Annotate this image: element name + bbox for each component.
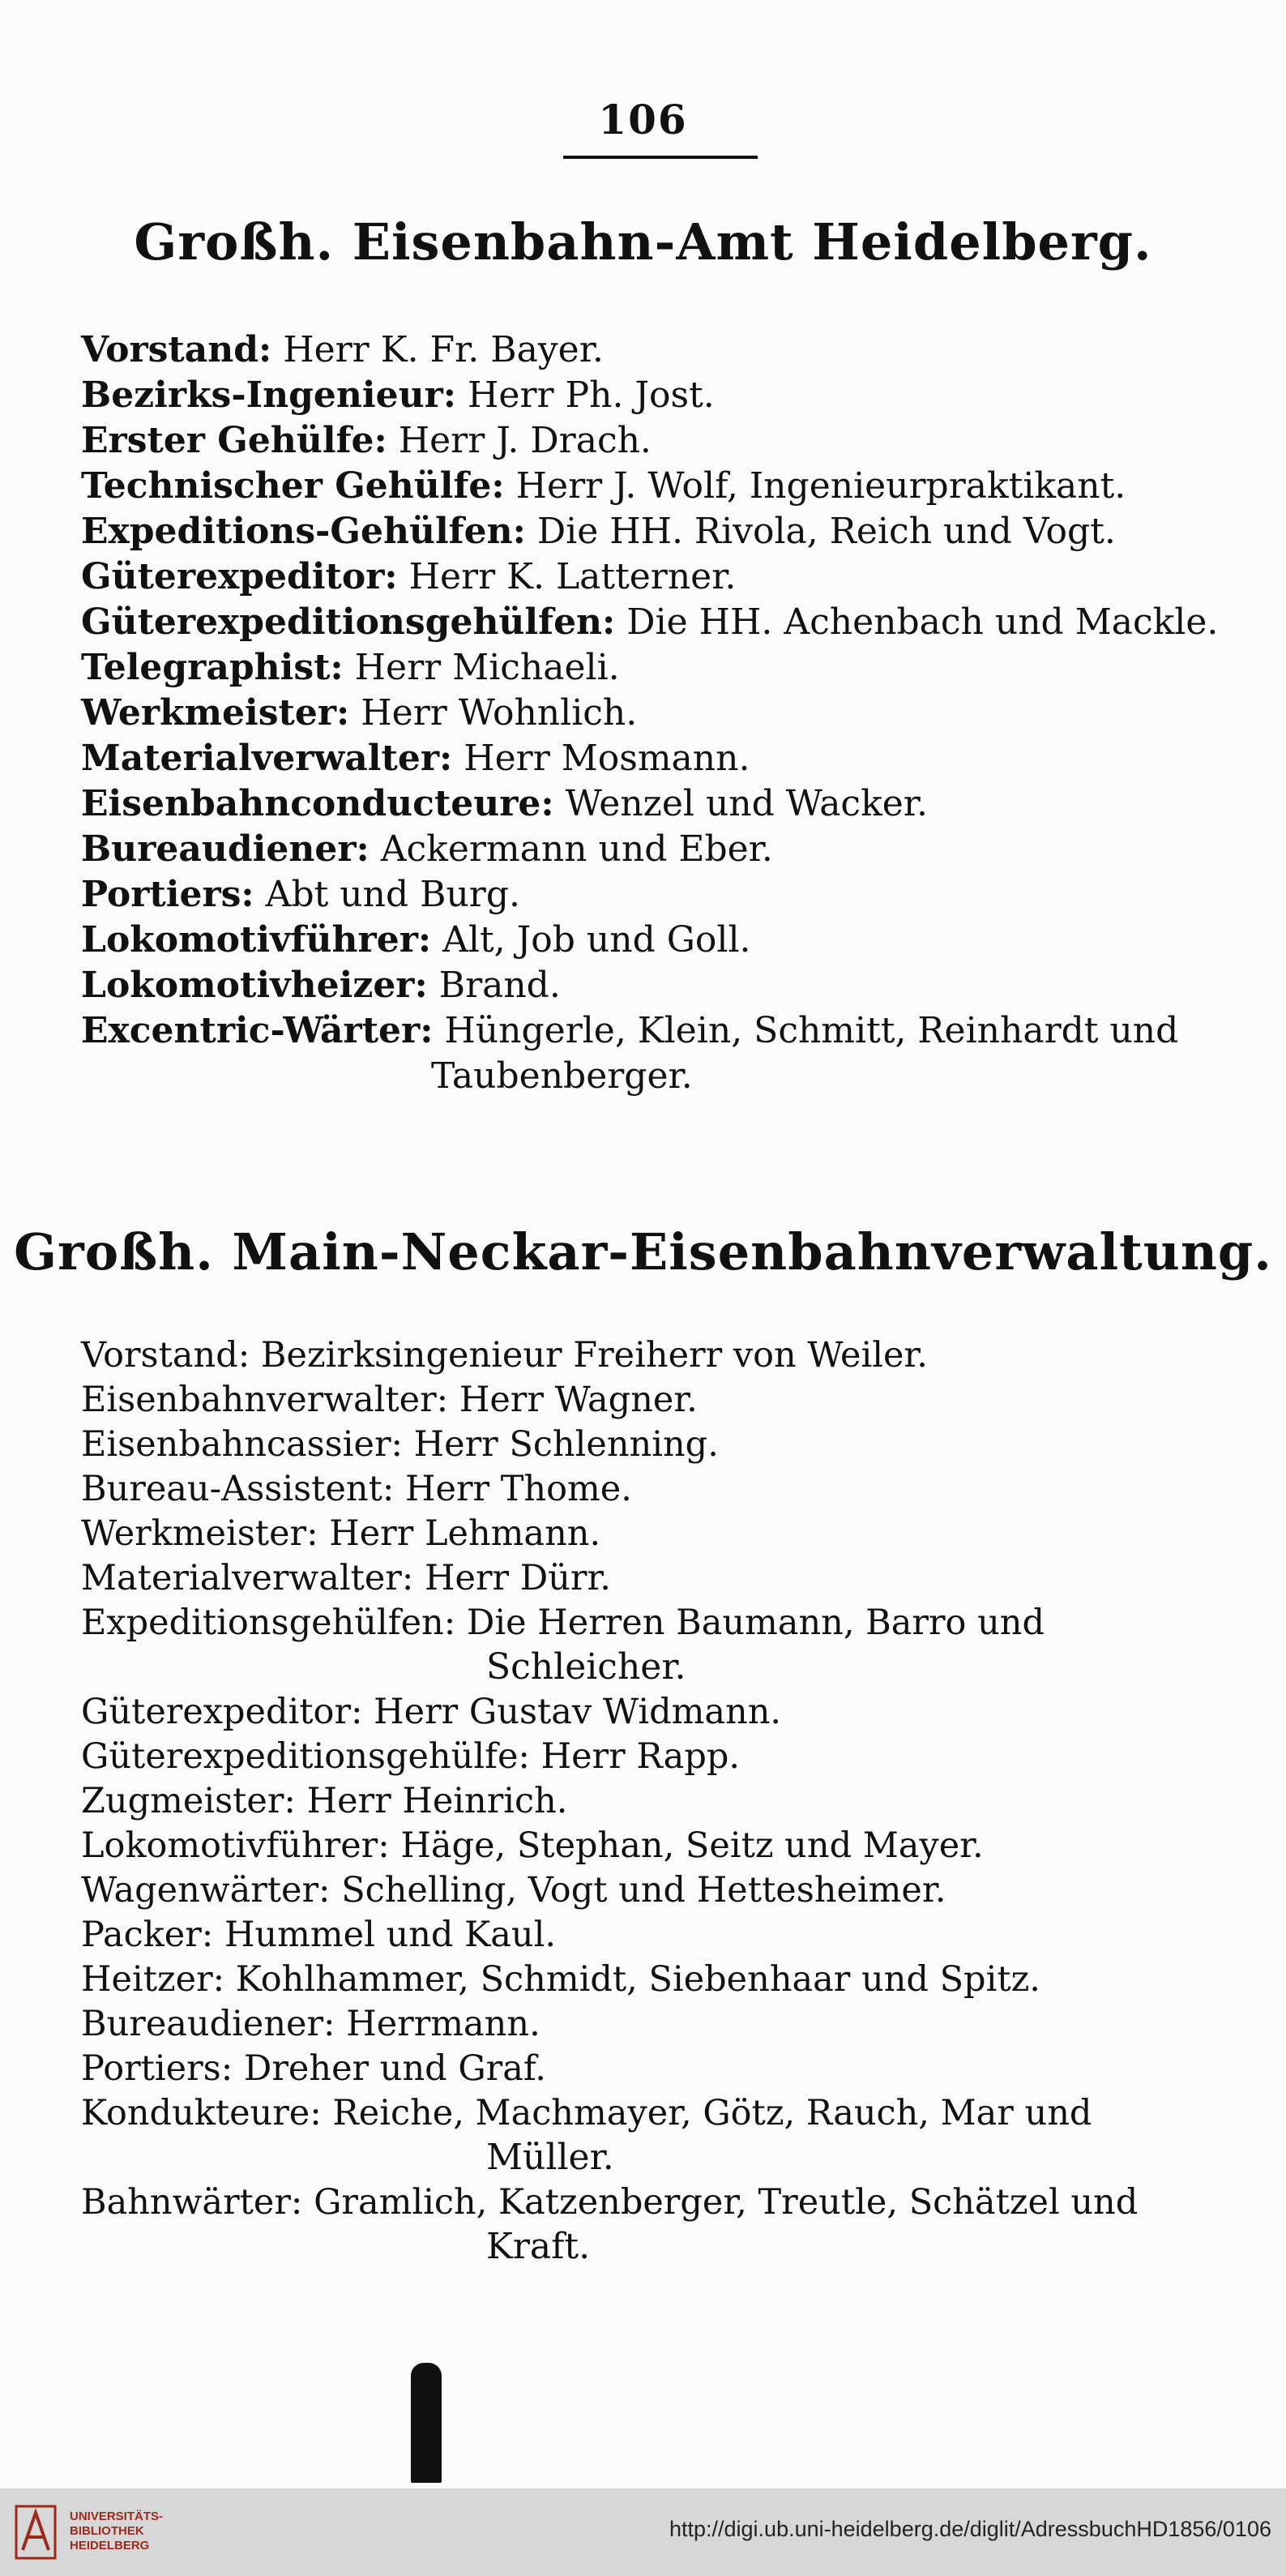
entry-label: Güterexpeditor: bbox=[81, 1692, 363, 1732]
entry-continuation: Schleicher. bbox=[486, 1646, 686, 1688]
directory-entry bbox=[81, 2178, 1199, 2227]
entry-label: Portiers: bbox=[81, 2048, 233, 2089]
directory-entry bbox=[81, 417, 1199, 465]
entry-text: Herr Rapp. bbox=[540, 1736, 741, 1777]
directory-entry bbox=[81, 1955, 1199, 2004]
entry-text: Die HH. Rivola, Reich und Vogt. bbox=[536, 511, 1116, 552]
directory-entry bbox=[81, 2044, 1199, 2093]
entry-text: Ackermann und Eber. bbox=[380, 828, 773, 870]
entry-label: Erster Gehülfe: bbox=[81, 420, 387, 461]
entry-label: Eisenbahncassier: bbox=[81, 1424, 403, 1465]
university-logo-icon bbox=[15, 2505, 57, 2560]
entry-label: Wagenwärter: bbox=[81, 1870, 331, 1911]
entry-label: Güterexpeditionsgehülfe: bbox=[81, 1736, 530, 1777]
entry-text: Gramlich, Katzenberger, Treutle, Schätzel und bbox=[314, 2182, 1139, 2223]
directory-entry bbox=[81, 2089, 1199, 2137]
entry-label: Packer: bbox=[81, 1915, 214, 1955]
entry-label: Lokomotivführer: bbox=[81, 919, 432, 961]
entry-text: Herr Lehmann. bbox=[329, 1513, 601, 1554]
directory-entry bbox=[81, 326, 1199, 374]
entry-label: Bezirks-Ingenieur: bbox=[81, 374, 457, 416]
directory-entry bbox=[81, 553, 1199, 601]
entry-text: Häge, Stephan, Seitz und Mayer. bbox=[400, 1825, 984, 1866]
directory-entry bbox=[81, 1821, 1199, 1870]
directory-entry bbox=[81, 871, 1199, 919]
entry-label: Expeditions-Gehülfen: bbox=[81, 511, 526, 552]
entry-text: Herr Michaeli. bbox=[354, 647, 620, 688]
entry-label: Zugmeister: bbox=[81, 1781, 296, 1821]
entry-text: Die Herren Baumann, Barro und bbox=[466, 1603, 1045, 1643]
entry-text: Wenzel und Wacker. bbox=[565, 783, 928, 824]
directory-entry bbox=[81, 462, 1199, 511]
directory-entry bbox=[81, 825, 1199, 874]
entry-continuation: Taubenberger. bbox=[431, 1055, 693, 1097]
entry-label: Lokomotivführer: bbox=[81, 1825, 390, 1866]
entry-text: Herr J. Wolf, Ingenieurpraktikant. bbox=[515, 465, 1126, 507]
entry-label: Materialverwalter: bbox=[81, 1558, 414, 1598]
entry-text: Herr Thome. bbox=[405, 1469, 632, 1509]
entry-label: Bureau-Assistent: bbox=[81, 1469, 395, 1509]
entry-label: Werkmeister: bbox=[81, 1513, 318, 1554]
entry-text: Herr Ph. Jost. bbox=[468, 374, 715, 416]
institution-name: UNIVERSITÄTS- BIBLIOTHEK HEIDELBERG bbox=[70, 2510, 164, 2552]
entry-text: Bezirksingenieur Freiherr von Weiler. bbox=[260, 1335, 928, 1376]
entry-continuation: Müller. bbox=[486, 2137, 614, 2178]
page-number: 106 bbox=[598, 96, 688, 143]
directory-entry bbox=[81, 1866, 1199, 1915]
directory-entry bbox=[81, 1465, 1199, 1513]
directory-entry bbox=[81, 644, 1199, 692]
directory-entry bbox=[81, 734, 1199, 783]
directory-entry bbox=[81, 507, 1199, 556]
entry-text: Herr K. Latterner. bbox=[408, 556, 737, 597]
directory-entry bbox=[81, 1331, 1199, 1380]
entry-label: Heitzer: bbox=[81, 1959, 225, 2000]
entry-text: Hummel und Kaul. bbox=[224, 1915, 557, 1955]
permalink-url[interactable]: http://digi.ub.uni-heidelberg.de/diglit/AdressbuchHD1856/0106 bbox=[669, 2517, 1271, 2541]
entry-label: Werkmeister: bbox=[81, 692, 350, 734]
entry-label: Kondukteure: bbox=[81, 2093, 322, 2133]
entry-label: Güterexpeditor: bbox=[81, 556, 398, 597]
directory-entry bbox=[81, 780, 1199, 828]
entry-text: Herr J. Drach. bbox=[398, 420, 652, 461]
entry-label: Portiers: bbox=[81, 874, 254, 915]
entry-text: Herr Gustav Widmann. bbox=[374, 1692, 782, 1732]
entry-label: Expeditionsgehülfen: bbox=[81, 1603, 456, 1643]
entry-text: Abt und Burg. bbox=[265, 874, 520, 915]
directory-entry bbox=[81, 1688, 1199, 1736]
entry-text: Herr Wagner. bbox=[459, 1380, 698, 1420]
entry-label: Vorstand: bbox=[81, 1335, 250, 1376]
directory-entry bbox=[81, 1554, 1199, 1603]
entry-label: Bureaudiener: bbox=[81, 2004, 335, 2044]
entry-text: Die HH. Achenbach und Mackle. bbox=[626, 601, 1219, 643]
directory-entry bbox=[81, 1376, 1199, 1424]
entry-continuation: Kraft. bbox=[486, 2226, 591, 2267]
entry-label: Güterexpeditionsgehülfen: bbox=[81, 601, 616, 643]
directory-entry bbox=[81, 1732, 1199, 1781]
directory-entry bbox=[81, 916, 1199, 965]
entry-label: Lokomotivheizer: bbox=[81, 965, 428, 1006]
entry-text: Brand. bbox=[438, 965, 561, 1006]
entry-label: Materialverwalter: bbox=[81, 738, 453, 779]
directory-entry bbox=[81, 1007, 1199, 1055]
entry-text: Hüngerle, Klein, Schmitt, Reinhardt und bbox=[444, 1010, 1179, 1051]
directory-entry bbox=[81, 1420, 1199, 1469]
entry-label: Eisenbahnconducteure: bbox=[81, 783, 554, 824]
directory-entry bbox=[81, 598, 1219, 647]
entry-label: Technischer Gehülfe: bbox=[81, 465, 505, 507]
entry-text: Alt, Job und Goll. bbox=[442, 919, 751, 961]
entry-text: Reiche, Machmayer, Götz, Rauch, Mar und bbox=[332, 2093, 1092, 2133]
entry-text: Dreher und Graf. bbox=[243, 2048, 546, 2089]
footer-bar bbox=[0, 2488, 1286, 2576]
directory-entry bbox=[81, 689, 1199, 738]
entry-label: Bahnwärter: bbox=[81, 2182, 303, 2223]
entry-text: Herr Schlenning. bbox=[413, 1424, 719, 1465]
entry-label: Telegraphist: bbox=[81, 647, 344, 688]
entry-text: Kohlhammer, Schmidt, Siebenhaar und Spitz. bbox=[235, 1959, 1040, 2000]
directory-entry bbox=[81, 1911, 1199, 1959]
page-number-rule bbox=[563, 156, 758, 159]
entry-label: Bureaudiener: bbox=[81, 828, 370, 870]
entry-label: Excentric-Wärter: bbox=[81, 1010, 434, 1051]
entry-text: Herr Wohnlich. bbox=[361, 692, 638, 734]
ink-mark bbox=[411, 2363, 442, 2483]
entry-text: Herr Dürr. bbox=[425, 1558, 611, 1598]
entry-text: Herr Mosmann. bbox=[464, 738, 750, 779]
directory-entry bbox=[81, 371, 1199, 420]
directory-entry bbox=[81, 961, 1199, 1010]
directory-entry bbox=[81, 1777, 1199, 1825]
entry-text: Herr K. Fr. Bayer. bbox=[283, 329, 604, 370]
directory-entry bbox=[81, 1509, 1199, 1558]
directory-entry bbox=[81, 2000, 1199, 2048]
section-title-eisenbahn-amt: Großh. Eisenbahn-Amt Heidelberg. bbox=[134, 212, 1152, 272]
directory-entry bbox=[81, 1598, 1199, 1647]
entry-label: Vorstand: bbox=[81, 329, 272, 370]
entry-text: Herr Heinrich. bbox=[306, 1781, 568, 1821]
section-title-main-neckar: Großh. Main-Neckar-Eisenbahnverwaltung. bbox=[14, 1222, 1272, 1282]
entry-text: Schelling, Vogt und Hettesheimer. bbox=[341, 1870, 946, 1911]
entry-text: Herrmann. bbox=[346, 2004, 540, 2044]
entry-label: Eisenbahnverwalter: bbox=[81, 1380, 449, 1420]
